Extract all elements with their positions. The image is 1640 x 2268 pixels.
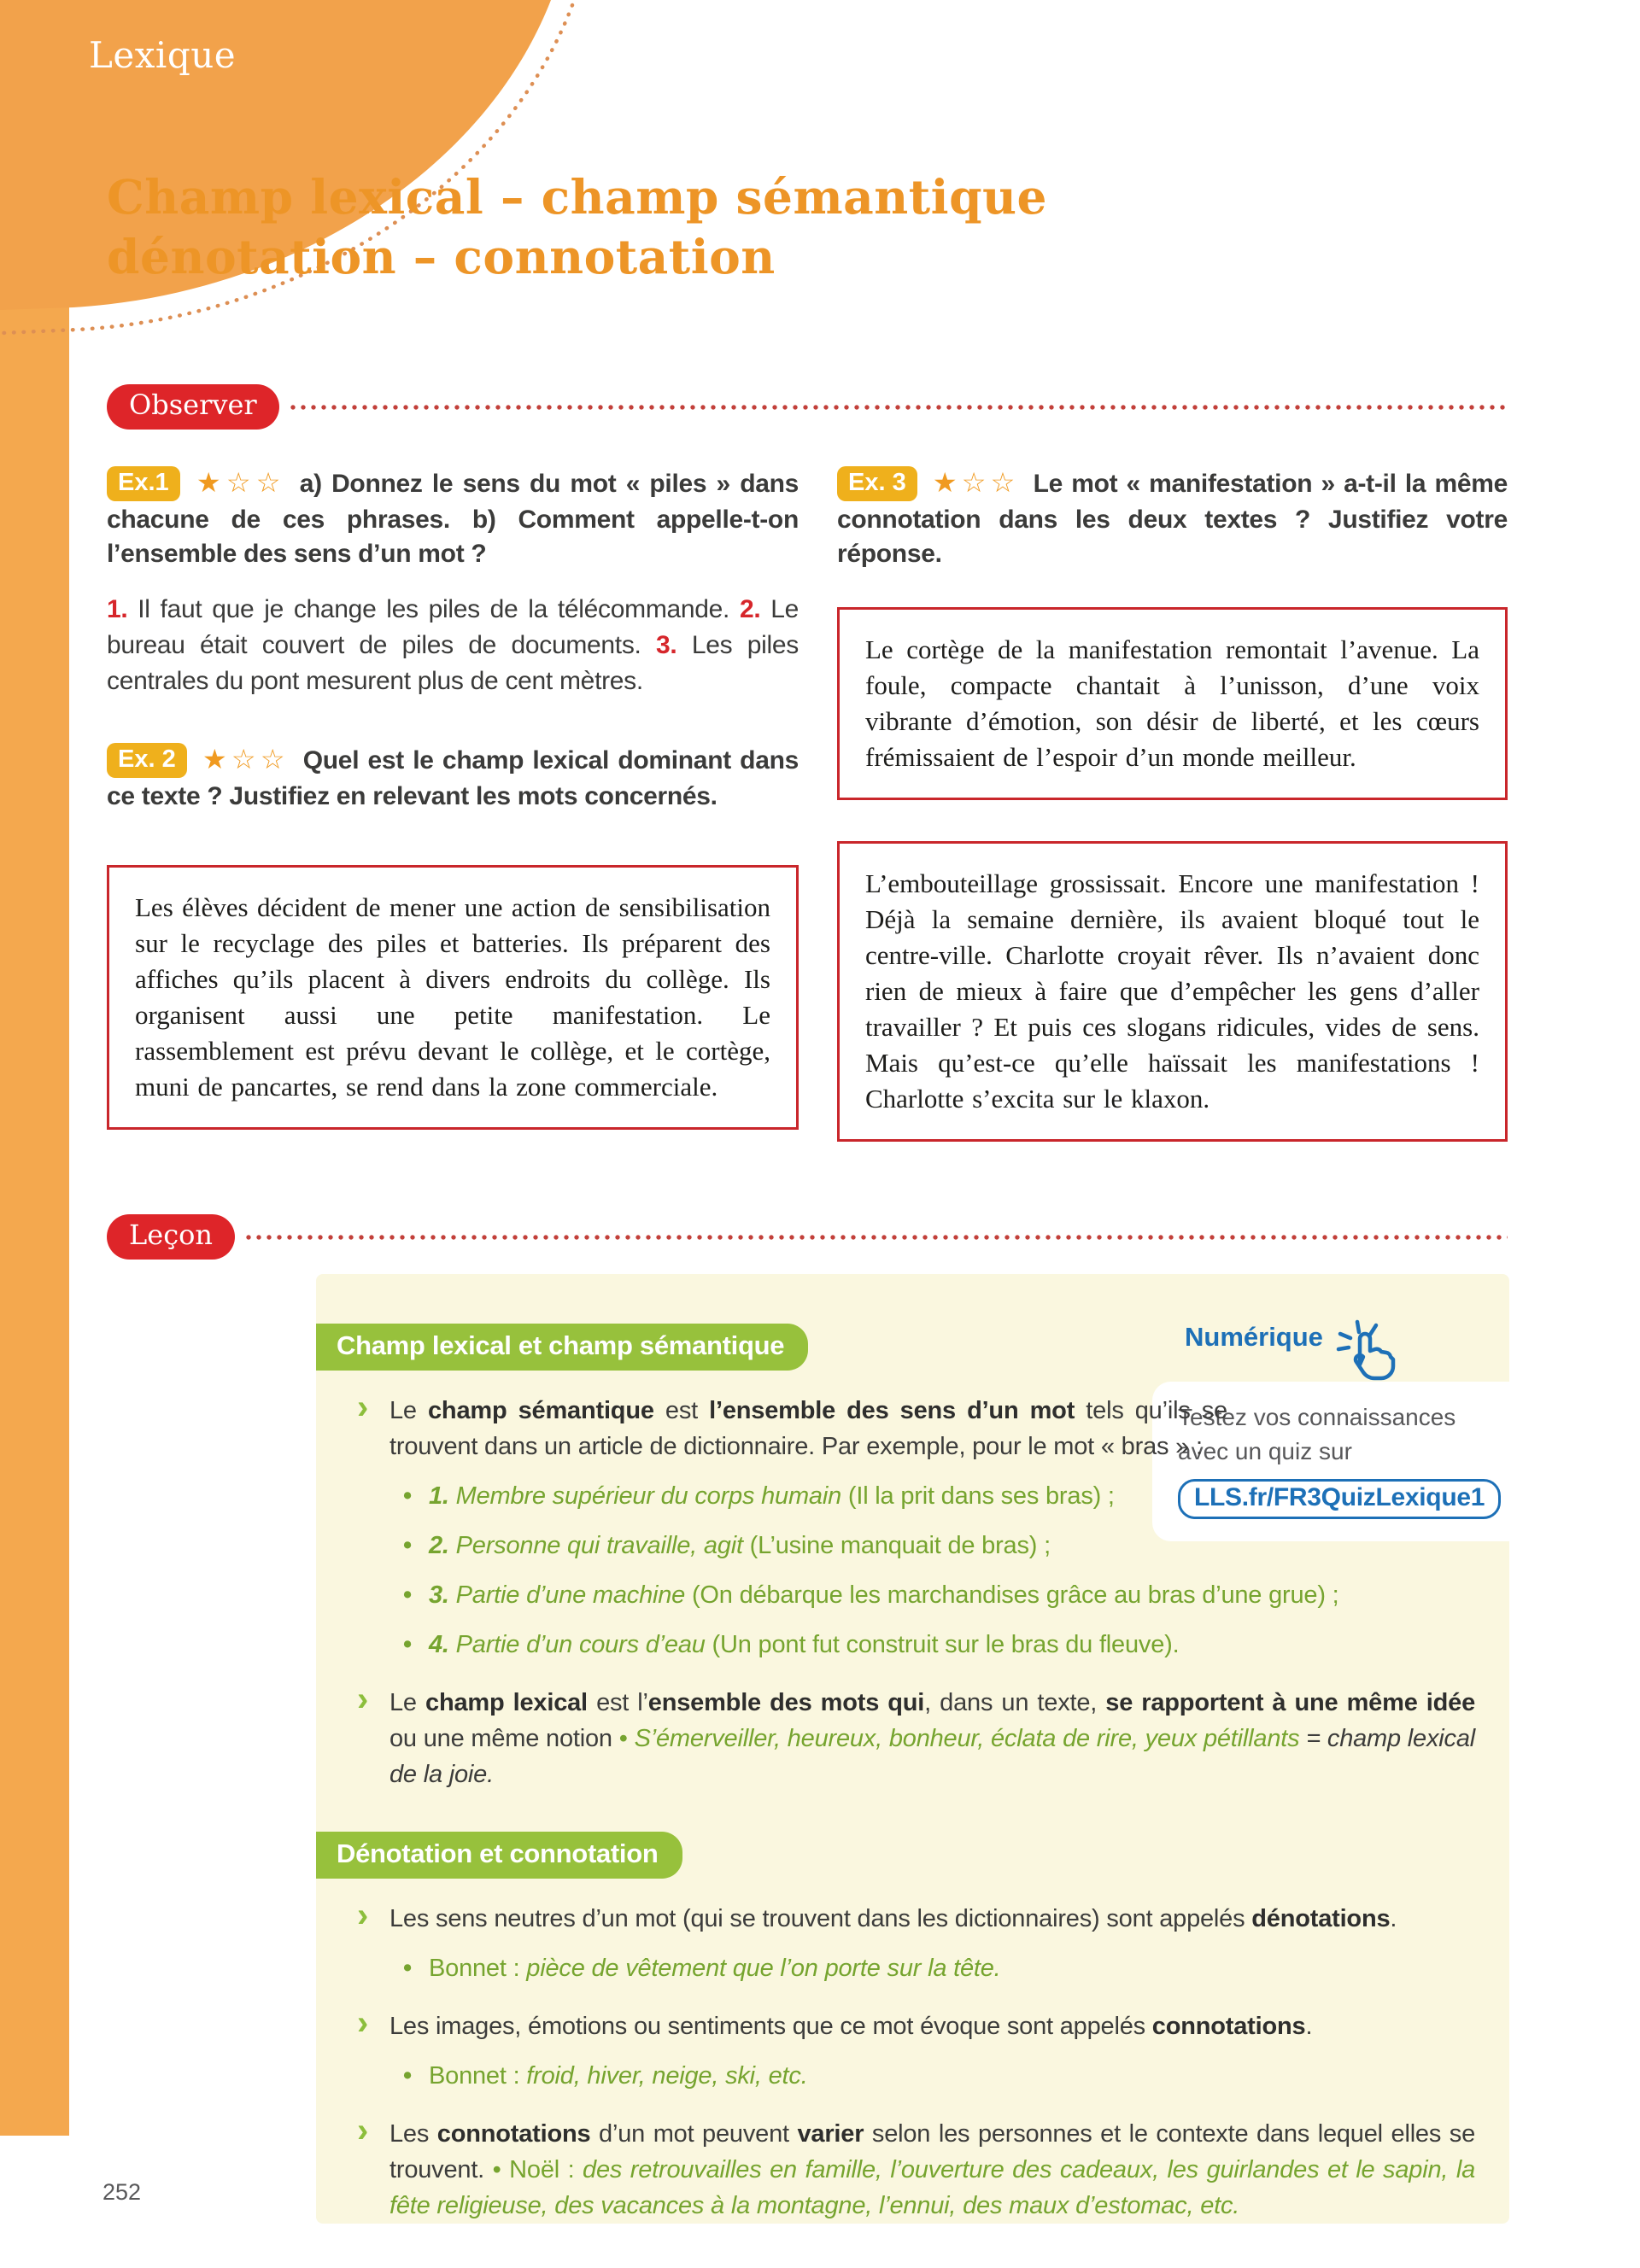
exercise-3-text-box-2: L’embouteillage grossissait. Encore une manifestation ! Déjà la semaine dernière, ils avaient bloqué tout le centre-ville. Charlotte croyait rêver. Ils n’avaient donc rien de mieux à faire que d’empêcher les gens d’aller travailler ? Et puis ces slogans ridicules, vides de sens. Mais qu’est-ce qu’elle haïssait les manifestations ! Charlotte s’excita sur le klaxon. — [837, 841, 1508, 1142]
denotation-example-list — [429, 1950, 1475, 1986]
numerique-label: Numérique — [1185, 1322, 1323, 1352]
exercise-1-heading — [107, 465, 799, 571]
exercise-3-question: Le mot « manifestation » a-t-il la même connotation dans les deux textes ? Justifiez votre réponse. — [837, 470, 1508, 568]
lesson-point: › Les connotations d’un mot peuvent varier selon les personnes et le contexte dans lequel elles se trouvent. • Noël : des retrouvailles en famille, l’ouverture des cadeaux, les guirlandes et le sapin, la fête religieuse, des vacances à la montagne, l’ennui, des maux d’estomac, etc. — [390, 2116, 1475, 2224]
lesson-point: › Les images, émotions ou sentiments que ce mot évoque sont appelés connotations. — [390, 2008, 1475, 2044]
dotted-divider — [243, 1235, 1508, 1240]
numerique-text-line1: Testez vos connaissances — [1178, 1404, 1456, 1430]
difficulty-stars: ★☆☆ — [930, 467, 1020, 498]
exercise-2-text-box: Les élèves décident de mener une action de sensibilisation sur le recyclage des piles et batteries. Ils préparent des affiches qu’ils placent à divers endroits du collège. Ils organisent aussi une petite manifestation. Le rassemblement est prévu devant le collège, et le cortège, muni de pancartes, se rend dans la zone commerciale. — [107, 865, 799, 1130]
exercise-2-question: Quel est le champ lexical dominant dans ce texte ? Justifiez en relevant les mots concernés. — [107, 746, 800, 810]
lecon-badge: Leçon — [107, 1214, 235, 1260]
hand-click-icon — [1328, 1315, 1402, 1388]
exercise-1-badge: Ex.1 — [107, 466, 180, 501]
list-item: • Bonnet : froid, hiver, neige, ski, etc. — [429, 2058, 1475, 2094]
exercise-1-sentences: 1. Il faut que je change les piles de la télécommande. 2. Le bureau était couvert de piles de documents. 3. Les piles centrales du pont mesurent plus de cent mètres. — [107, 595, 799, 695]
bras-senses-list — [429, 1478, 1475, 1663]
lesson-block2-list2 — [316, 2008, 1509, 2044]
right-column — [837, 465, 1508, 1142]
quiz-link-button[interactable]: LLS.fr/FR3QuizLexique1 — [1178, 1479, 1501, 1519]
exercise-3-text-box-1: Le cortège de la manifestation remontait l’avenue. La foule, compacte chantait à l’unisson, d’une voix vibrante d’émotion, son désir de liberté, et les cœurs frémissaient de l’espoir d’un monde meilleur. — [837, 607, 1508, 800]
difficulty-stars: ★☆☆ — [193, 467, 286, 498]
page-title-line1: Champ lexical – champ sémantique — [107, 169, 1048, 225]
page-title-line2: dénotation – connotation — [107, 229, 776, 284]
exercise-columns — [107, 465, 1508, 1142]
list-item: • 2. Personne qui travaille, agit (L’usine manquait de bras) ; — [429, 1528, 1475, 1564]
observer-badge: Observer — [107, 384, 279, 430]
lecon-section-header — [107, 1214, 1508, 1260]
lesson-block1-list2 — [316, 1685, 1509, 1792]
lesson-point: › Le champ lexical est l’ensemble des mots qui, dans un texte, se rapportent à une même idée ou une même notion • S’émerveiller, heureux, bonheur, éclata de rire, yeux pétillants = champ lexical de la joie. — [390, 1685, 1475, 1792]
list-item: • 4. Partie d’un cours d’eau (Un pont fut construit sur le bras du fleuve). — [429, 1627, 1475, 1663]
page-number: 252 — [102, 2179, 142, 2205]
list-item: • 1. Membre supérieur du corps humain (Il la prit dans ses bras) ; — [429, 1478, 1475, 1514]
page-title — [107, 167, 1047, 287]
exercise-2-heading — [107, 742, 799, 814]
left-column — [107, 465, 799, 1142]
exercise-3-badge: Ex. 3 — [837, 466, 917, 501]
exercise-2-badge: Ex. 2 — [107, 743, 187, 778]
lesson-block2-list — [316, 1901, 1509, 1937]
observer-section-header — [107, 384, 1508, 430]
dotted-divider — [288, 405, 1508, 410]
exercise-1-question: a) Donnez le sens du mot « piles » dans chacune de ces phrases. b) Comment appelle-t-on l’ensemble des sens d’un mot ? — [107, 470, 800, 568]
list-item: • 3. Partie d’une machine (On débarque les marchandises grâce au bras d’une grue) ; — [429, 1577, 1475, 1613]
difficulty-stars: ★☆☆ — [200, 744, 290, 775]
exercise-3-heading — [837, 465, 1508, 571]
lesson-point: › Les sens neutres d’un mot (qui se trouvent dans les dictionnaires) sont appelés dénotations. — [390, 1901, 1475, 1937]
lesson-subsection-title-1: Champ lexical et champ sémantique — [316, 1324, 808, 1371]
numerique-label-row — [1127, 1315, 1485, 1388]
lesson-block2-list3 — [316, 2116, 1509, 2224]
chapter-label: Lexique — [89, 34, 237, 76]
lesson-panel — [316, 1274, 1509, 2224]
lesson-subsection-title-2: Dénotation et connotation — [316, 1832, 682, 1879]
lesson-point: › Le champ sémantique est l’ensemble des sens d’un mot tels qu’ils se trouvent dans un article de dictionnaire. Par exemple, pour le mot « bras » : — [390, 1393, 1227, 1464]
list-item: • Bonnet : pièce de vêtement que l’on porte sur la tête. — [429, 1950, 1475, 1986]
numerique-text-line2: avec un quiz sur — [1178, 1438, 1352, 1464]
connotation-example-list — [429, 2058, 1475, 2094]
